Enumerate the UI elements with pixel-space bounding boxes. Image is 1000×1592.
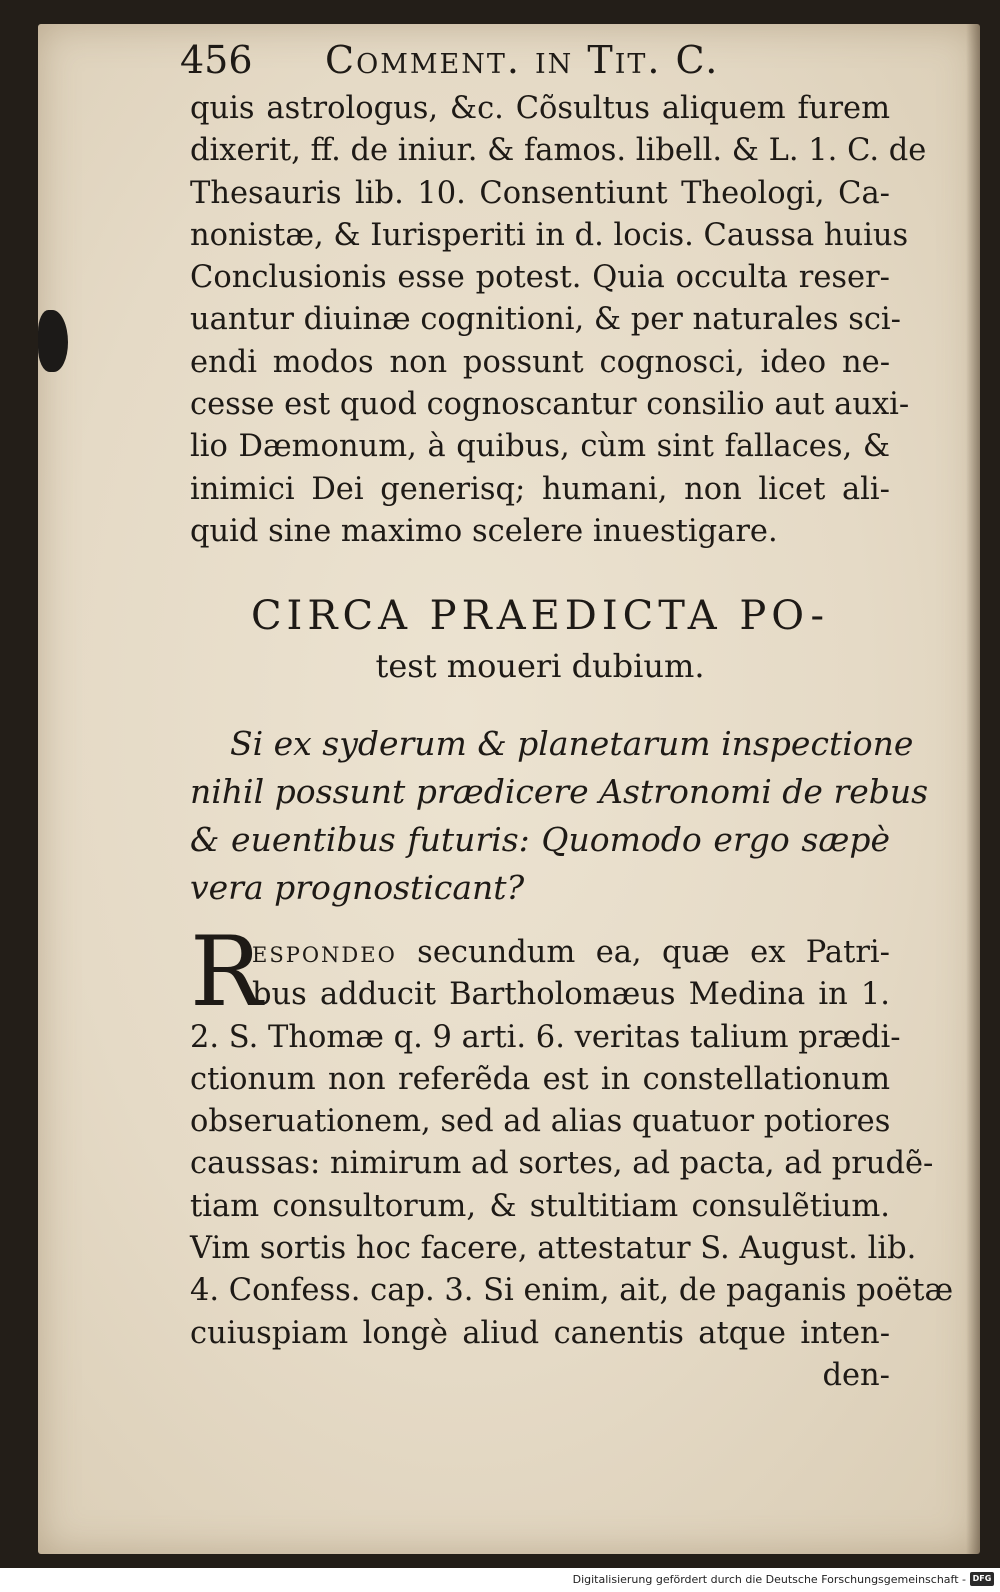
drop-cap: R [190, 916, 263, 1028]
text-line: cesse est quod cognoscantur consilio aut auxi- [190, 387, 910, 423]
text-line: uantur diuinæ cognitioni, & per naturales sci- [190, 302, 901, 338]
text-line: dixerit, ff. de iniur. & famos. libell. & L. 1. C. de [190, 133, 927, 169]
running-head [180, 38, 900, 92]
question-paragraph [190, 720, 929, 912]
answer-line-rest: secundum ea, quæ ex Patri- [396, 935, 890, 970]
answer-line: 2. S. Thomæ q. 9 arti. 6. veritas talium prædi- [190, 1019, 901, 1055]
page-edge-shadow [966, 24, 980, 1554]
ink-blot-mark [38, 310, 68, 372]
answer-line [190, 932, 890, 974]
text-line: endi modos non possunt cognosci, ideo ne- [190, 344, 890, 380]
body-text-top [190, 88, 927, 553]
funding-credit: Digitalisierung gefördert durch die Deutsche Forschungsgemeinschaft - [572, 1573, 966, 1586]
answer-line: obseruationem, sed ad alias quatuor potiores [190, 1104, 891, 1140]
text-line: nonistæ, & Iurisperiti in d. locis. Caussa huius [190, 217, 909, 253]
answer-line: bus adducit Bartholomæus Medina in 1. [252, 977, 890, 1013]
first-word: espondeo [252, 935, 397, 970]
section-heading [190, 588, 890, 688]
question-line: nihil possunt prædicere Astronomi de rebus [190, 772, 929, 811]
answer-line: tiam consultorum, & stultitiam consulẽtium. [190, 1188, 890, 1224]
answer-line: caussas: nimirum ad sortes, ad pacta, ad prudẽ- [190, 1146, 934, 1182]
running-title: Comment. in Tit. C. [325, 38, 720, 82]
question-line: vera prognosticant? [190, 868, 525, 907]
text-line: quis astrologus, &c. Cõsultus aliquem furem [190, 91, 890, 126]
text-line: Conclusionis esse potest. Quia occulta reser- [190, 260, 890, 296]
section-heading-line-1: CIRCA PRAEDICTA PO- [250, 593, 830, 639]
footer-bar [0, 1568, 1000, 1592]
catchword: den- [822, 1357, 890, 1393]
text-line: lio Dæmonum, à quibus, cùm sint fallaces, & [190, 429, 890, 465]
question-line: Si ex syderum & planetarum inspectione [230, 724, 914, 763]
answer-line: 4. Confess. cap. 3. Si enim, ait, de paganis poëtæ [190, 1273, 954, 1309]
page-number: 456 [180, 38, 253, 82]
dfg-logo: DFG [970, 1572, 994, 1586]
question-line: & euentibus futuris: Quomodo ergo sæpè [190, 820, 890, 859]
answer-line: Vim sortis hoc facere, attestatur S. August. lib. [190, 1231, 917, 1267]
text-line: quid sine maximo scelere inuestigare. [190, 513, 778, 549]
answer-line: ctionum non referẽda est in constellationum [190, 1061, 890, 1097]
text-line: Thesauris lib. 10. Consentiunt Theologi, Ca- [190, 175, 890, 211]
answer-paragraph [190, 916, 954, 1397]
answer-line: cuiuspiam longè aliud canentis atque inten- [190, 1315, 890, 1351]
section-heading-line-2: test moueri dubium. [375, 647, 705, 685]
text-line: inimici Dei generisq; humani, non licet ali- [190, 471, 890, 507]
